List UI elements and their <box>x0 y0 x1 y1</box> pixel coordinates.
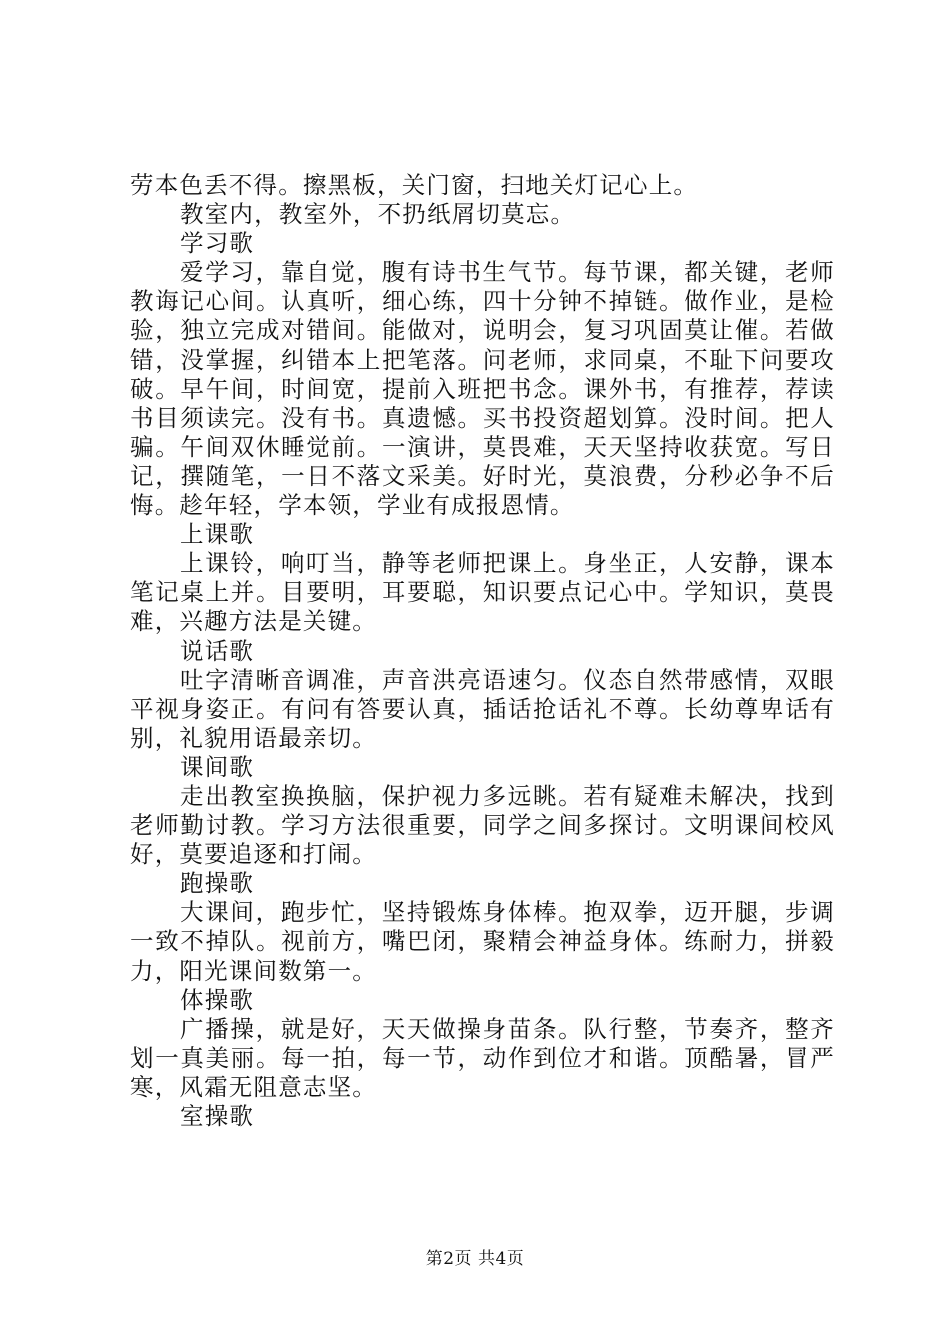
section-heading: 上课歌 <box>180 520 255 549</box>
paragraph: 爱学习，靠自觉，腹有诗书生气节。每节课，都关键，老师教诲记心间。认真听，细心练，四十分钟不掉链。做作业，是检验，独立完成对错间。能做对，说明会，复习巩固莫让催。若做错，没掌握，纠错本上把笔落。问老师，求同桌，不耻下问要攻破。早午间，时间宽，提前入班把书念。课外书，有推荐，荐读书目须读完。没有书。真遗憾。买书投资超划算。没时间。把人骗。午间双休睡觉前。一演讲，莫畏难，天天坚持收获宽。写日记，撰随笔，一日不落文采美。好时光，莫浪费，分秒必争不后悔。趁年轻，学本领，学业有成报恩情。 <box>130 258 835 520</box>
page-number: 第2页 共4页 <box>425 1249 525 1269</box>
paragraph: 广播操，就是好，天天做操身苗条。队行整，节奏齐，整齐划一真美丽。每一拍，每一节，动作到位才和谐。顶酷暑，冒严寒，风霜无阻意志坚。 <box>130 1014 835 1101</box>
section-heading: 体操歌 <box>180 985 255 1014</box>
paragraph: 劳本色丢不得。擦黑板，关门窗，扫地关灯记心上。 <box>130 171 699 199</box>
paragraph: 上课铃，响叮当，静等老师把课上。身坐正，人安静，课本笔记桌上并。目要明，耳要聪，知识要点记心中。学知识，莫畏难，兴趣方法是关键。 <box>130 549 835 636</box>
section-heading: 室操歌 <box>180 1102 255 1130</box>
paragraph: 走出教室换换脑，保护视力多远眺。若有疑难未解决，找到老师勤讨教。学习方法很重要，同学之间多探讨。文明课间校风好，莫要追逐和打闹。 <box>130 781 835 869</box>
paragraph: 吐字清晰音调准，声音洪亮语速匀。仪态自然带感情，双眼平视身姿正。有问有答要认真，插话抢话礼不尊。长幼尊卑话有别，礼貌用语最亲切。 <box>130 665 835 752</box>
document-body <box>130 171 835 1131</box>
paragraph: 教室内，教室外，不扔纸屑切莫忘。 <box>180 200 576 229</box>
section-heading: 课间歌 <box>180 752 255 781</box>
paragraph: 大课间，跑步忙，坚持锻炼身体棒。抱双拳，迈开腿，步调一致不掉队。视前方，嘴巴闭，聚精会神益身体。练耐力，拼毅力，阳光课间数第一。 <box>130 898 835 985</box>
section-heading: 说话歌 <box>180 636 255 665</box>
section-heading: 学习歌 <box>180 229 255 258</box>
section-heading: 跑操歌 <box>180 869 255 898</box>
